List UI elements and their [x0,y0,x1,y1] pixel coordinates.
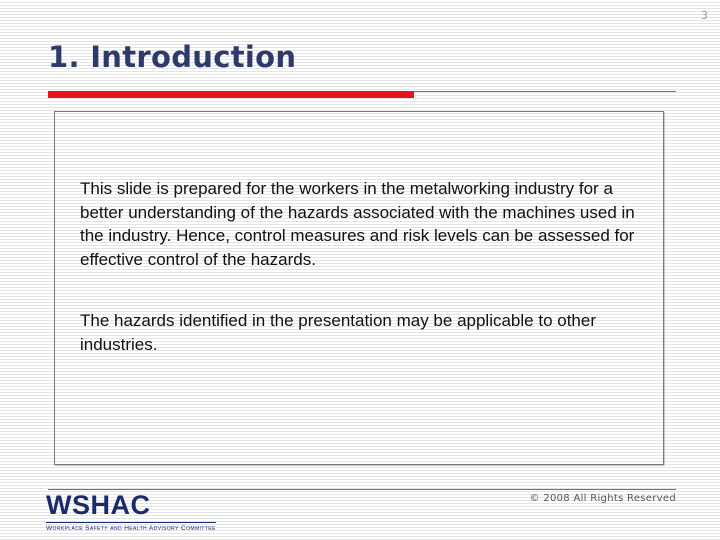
content-box [54,111,664,465]
intro-paragraph: This slide is prepared for the workers in the metalworking industry for a better understanding of the hazards associated with the machines used in the industry. Hence, control measures and risk levels can be assessed for effective control of the hazards. [80,179,635,269]
title-accent-bar [48,91,414,98]
title-divider-line [414,91,676,92]
wshac-logo [46,490,216,532]
logo-wordmark: WSHAC [46,490,151,520]
slide-title: 1. Introduction [48,40,297,74]
applicability-paragraph: The hazards identified in the presentation may be applicable to other industries. [80,311,596,354]
page-number: 3 [701,9,708,22]
copyright-notice: © 2008 All Rights Reserved [529,493,676,504]
logo-subtitle: Workplace Safety and Health Advisory Committee [46,522,216,532]
